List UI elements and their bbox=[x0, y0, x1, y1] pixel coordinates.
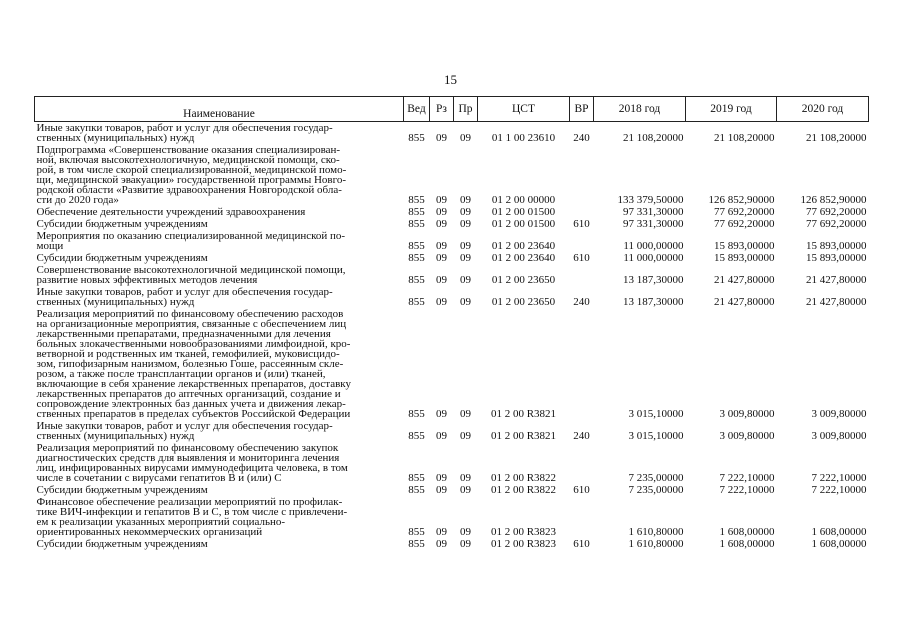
row-cst: 01 2 00 R3821 bbox=[490, 430, 557, 442]
row-name-line: Реализация мероприятий по финансовому обеспечению закупок bbox=[36, 442, 339, 454]
row-name bbox=[35, 122, 404, 145]
table-row bbox=[35, 308, 869, 420]
row-name-line: диагностических средств для выявления и мониторинга лечения bbox=[36, 452, 340, 464]
row-name-line: числе в сочетании с вирусами гепатитов В и (или) С bbox=[36, 472, 282, 484]
row-rz: 09 bbox=[436, 472, 447, 484]
row-amount-2018: 7 235,00000 bbox=[628, 472, 684, 484]
row-rz: 09 bbox=[436, 538, 447, 550]
row-vr bbox=[570, 442, 594, 484]
row-cst: 01 2 00 23640 bbox=[491, 240, 556, 252]
row-amount-2020: 1 608,00000 bbox=[811, 538, 867, 550]
row-name bbox=[35, 420, 404, 442]
row-name-line: лиц, инфицированных вирусами иммунодефицита человека, в том bbox=[36, 462, 348, 474]
row-amount-2019: 1 608,00000 bbox=[719, 538, 775, 550]
row-name-line: на организационные мероприятия, связанные с обеспечением лиц bbox=[36, 318, 347, 330]
row-name bbox=[35, 252, 404, 264]
row-name-line: Иные закупки товаров, работ и услуг для обеспечения государ- bbox=[36, 122, 333, 134]
row-name-line: Иные закупки товаров, работ и услуг для обеспечения государ- bbox=[36, 420, 333, 432]
row-pr: 09 bbox=[460, 240, 471, 252]
table-row bbox=[35, 252, 869, 264]
row-vr bbox=[570, 496, 594, 538]
row-rz: 09 bbox=[436, 218, 447, 230]
row-cst: 01 2 00 01500 bbox=[491, 206, 556, 218]
row-ved: 855 bbox=[408, 408, 425, 420]
row-name-line: ственных (муниципальных) нужд bbox=[36, 132, 195, 144]
row-ved: 855 bbox=[408, 538, 425, 550]
row-name-line: Подпрограмма «Совершенствование оказания специализирован- bbox=[36, 144, 341, 156]
row-name-line: Реализация мероприятий по финансовому обеспечению расходов bbox=[36, 308, 344, 320]
table-body bbox=[35, 122, 869, 551]
row-rz: 09 bbox=[436, 408, 447, 420]
row-amount-2020: 126 852,90000 bbox=[800, 194, 867, 206]
row-pr: 09 bbox=[460, 218, 471, 230]
row-name-line: рой, в том числе скорой специализированной, медицинской помо- bbox=[36, 164, 347, 176]
row-vr bbox=[570, 206, 594, 218]
row-amount-2018: 21 108,20000 bbox=[623, 132, 684, 144]
row-amount-2019: 15 893,00000 bbox=[714, 252, 775, 264]
row-pr: 09 bbox=[460, 408, 471, 420]
row-amount-2020: 3 009,80000 bbox=[811, 430, 867, 442]
row-name bbox=[35, 144, 404, 206]
row-pr: 09 bbox=[460, 472, 471, 484]
row-name bbox=[35, 308, 404, 420]
row-name-line: ветворной и родственных им тканей, гемофилией, муковисцидо- bbox=[36, 348, 340, 360]
row-amount-2019: 3 009,80000 bbox=[719, 408, 775, 420]
row-vr bbox=[570, 144, 594, 206]
row-name-line: тике ВИЧ-инфекции и гепатитов В и С, в том числе с привлечени- bbox=[36, 506, 348, 518]
row-name-line: Мероприятия по оказанию специализированной медицинской по- bbox=[36, 230, 346, 242]
budget-table bbox=[34, 96, 869, 550]
row-amount-2018: 1 610,80000 bbox=[628, 526, 684, 538]
row-vr: 610 bbox=[573, 218, 590, 230]
row-name-line: сопровождение электронных баз данных учета и движения лекар- bbox=[36, 398, 346, 410]
row-vr bbox=[570, 308, 594, 420]
row-ved: 855 bbox=[408, 296, 425, 308]
row-name-line: ориентированных некоммерческих организаций bbox=[36, 526, 263, 538]
row-amount-2019: 77 692,20000 bbox=[714, 206, 775, 218]
row-amount-2020: 7 222,10000 bbox=[811, 472, 867, 484]
row-amount-2018: 97 331,30000 bbox=[623, 218, 684, 230]
row-rz: 09 bbox=[436, 296, 447, 308]
row-ved: 855 bbox=[408, 484, 425, 496]
row-amount-2020: 7 222,10000 bbox=[811, 484, 867, 496]
row-amount-2019: 21 108,20000 bbox=[714, 132, 775, 144]
row-ved: 855 bbox=[408, 132, 425, 144]
row-cst: 01 2 00 R3822 bbox=[490, 484, 557, 496]
row-amount-2019: 7 222,10000 bbox=[719, 484, 775, 496]
row-ved: 855 bbox=[408, 252, 425, 264]
row-pr: 09 bbox=[460, 538, 471, 550]
header-name: Наименование bbox=[35, 97, 404, 122]
row-amount-2020: 21 427,80000 bbox=[806, 274, 867, 286]
row-cst: 01 2 00 23640 bbox=[491, 252, 556, 264]
row-amount-2018: 97 331,30000 bbox=[623, 206, 684, 218]
page-number: 15 bbox=[444, 72, 457, 87]
row-rz: 09 bbox=[436, 252, 447, 264]
row-name bbox=[35, 230, 404, 252]
table-row bbox=[35, 538, 869, 550]
row-pr: 09 bbox=[460, 194, 471, 206]
header-2019: 2019 год bbox=[686, 97, 777, 122]
row-vr: 610 bbox=[573, 484, 590, 496]
row-name bbox=[35, 538, 404, 550]
row-cst: 01 2 00 00000 bbox=[491, 194, 556, 206]
row-ved: 855 bbox=[408, 240, 425, 252]
row-ved: 855 bbox=[408, 194, 425, 206]
header-2018: 2018 год bbox=[594, 97, 686, 122]
row-amount-2018: 11 000,00000 bbox=[623, 252, 684, 264]
row-ved: 855 bbox=[408, 526, 425, 538]
header-rz: Рз bbox=[430, 97, 454, 122]
row-name-line: родской области «Развитие здравоохранения Новгородской обла- bbox=[36, 184, 342, 196]
row-name-line: Совершенствование высокотехнологичной медицинской помощи, bbox=[36, 264, 346, 276]
header-cst: ЦСТ bbox=[478, 97, 570, 122]
row-name bbox=[35, 286, 404, 308]
row-ved: 855 bbox=[408, 430, 425, 442]
row-amount-2019: 21 427,80000 bbox=[714, 296, 775, 308]
row-name-line: розом, а также после трансплантации органов и (или) тканей, bbox=[36, 368, 326, 380]
row-name-line: больных злокачественными новообразованиями лимфоидной, кро- bbox=[36, 338, 351, 350]
row-name-line: мощи bbox=[36, 240, 64, 252]
row-amount-2020: 1 608,00000 bbox=[811, 526, 867, 538]
row-cst: 01 2 00 23650 bbox=[491, 274, 556, 286]
row-amount-2019: 126 852,90000 bbox=[708, 194, 775, 206]
row-vr bbox=[570, 230, 594, 252]
row-ved: 855 bbox=[408, 472, 425, 484]
row-amount-2019: 3 009,80000 bbox=[719, 430, 775, 442]
row-cst: 01 2 00 R3821 bbox=[490, 408, 557, 420]
row-name-line: Иные закупки товаров, работ и услуг для обеспечения государ- bbox=[36, 286, 333, 298]
row-name-line: развитие новых эффективных методов лечения bbox=[36, 274, 258, 286]
table-row bbox=[35, 496, 869, 538]
row-name-line: ем к реализации указанных мероприятий социально- bbox=[36, 516, 286, 528]
table-row bbox=[35, 144, 869, 206]
header-vr: ВР bbox=[570, 97, 594, 122]
row-rz: 09 bbox=[436, 526, 447, 538]
row-amount-2018: 13 187,30000 bbox=[623, 296, 684, 308]
row-name-line: лекарственными препаратами, предназначенными для лечения bbox=[36, 328, 331, 340]
row-rz: 09 bbox=[436, 430, 447, 442]
row-amount-2018: 7 235,00000 bbox=[628, 484, 684, 496]
header-ved: Вед bbox=[404, 97, 430, 122]
row-name-line: Субсидии бюджетным учреждениям bbox=[36, 252, 208, 264]
row-amount-2020: 15 893,00000 bbox=[806, 240, 867, 252]
row-vr: 240 bbox=[573, 132, 590, 144]
row-pr: 09 bbox=[460, 132, 471, 144]
row-cst: 01 2 00 R3822 bbox=[490, 472, 557, 484]
table-row bbox=[35, 286, 869, 308]
row-name-line: Субсидии бюджетным учреждениям bbox=[36, 218, 208, 230]
row-name bbox=[35, 218, 404, 230]
row-vr bbox=[570, 264, 594, 286]
row-amount-2020: 3 009,80000 bbox=[811, 408, 867, 420]
row-rz: 09 bbox=[436, 194, 447, 206]
row-name bbox=[35, 442, 404, 484]
row-cst: 01 2 00 R3823 bbox=[490, 538, 557, 550]
table-row bbox=[35, 264, 869, 286]
row-amount-2018: 3 015,10000 bbox=[628, 408, 684, 420]
row-pr: 09 bbox=[460, 274, 471, 286]
row-pr: 09 bbox=[460, 206, 471, 218]
row-name-line: включающие в себя хранение лекарственных препаратов, доставку bbox=[36, 378, 351, 390]
row-pr: 09 bbox=[460, 430, 471, 442]
row-rz: 09 bbox=[436, 484, 447, 496]
row-cst: 01 2 00 23650 bbox=[491, 296, 556, 308]
row-rz: 09 bbox=[436, 240, 447, 252]
row-rz: 09 bbox=[436, 132, 447, 144]
table-row bbox=[35, 484, 869, 496]
row-vr: 610 bbox=[573, 252, 590, 264]
table-row bbox=[35, 420, 869, 442]
row-amount-2019: 1 608,00000 bbox=[719, 526, 775, 538]
row-name-line: зом, гипофизарным нанизмом, болезнью Гоше, рассеянным скле- bbox=[36, 358, 344, 370]
table-row bbox=[35, 218, 869, 230]
row-amount-2018: 11 000,00000 bbox=[623, 240, 684, 252]
table-row bbox=[35, 122, 869, 145]
row-amount-2020: 77 692,20000 bbox=[806, 218, 867, 230]
row-name bbox=[35, 496, 404, 538]
row-amount-2020: 15 893,00000 bbox=[806, 252, 867, 264]
table-row bbox=[35, 230, 869, 252]
row-name-line: лекарственных препаратов до аптечных организаций, создание и bbox=[36, 388, 341, 400]
row-amount-2020: 77 692,20000 bbox=[806, 206, 867, 218]
row-rz: 09 bbox=[436, 206, 447, 218]
row-amount-2019: 77 692,20000 bbox=[714, 218, 775, 230]
row-name-line: щи, медицинской эвакуации» государственной программы Новго- bbox=[36, 174, 347, 186]
row-amount-2018: 3 015,10000 bbox=[628, 430, 684, 442]
row-rz: 09 bbox=[436, 274, 447, 286]
row-name-line: Обеспечение деятельности учреждений здравоохранения bbox=[36, 206, 306, 218]
row-cst: 01 2 00 01500 bbox=[491, 218, 556, 230]
row-ved: 855 bbox=[408, 218, 425, 230]
row-vr: 240 bbox=[573, 296, 590, 308]
row-name-line: Субсидии бюджетным учреждениям bbox=[36, 484, 208, 496]
table-header-row bbox=[35, 97, 869, 122]
row-amount-2019: 15 893,00000 bbox=[714, 240, 775, 252]
row-pr: 09 bbox=[460, 526, 471, 538]
header-pr: Пр bbox=[454, 97, 478, 122]
row-pr: 09 bbox=[460, 484, 471, 496]
row-name bbox=[35, 264, 404, 286]
row-ved: 855 bbox=[408, 274, 425, 286]
row-amount-2020: 21 427,80000 bbox=[806, 296, 867, 308]
row-cst: 01 1 00 23610 bbox=[491, 132, 556, 144]
row-name bbox=[35, 206, 404, 218]
row-name-line: ственных (муниципальных) нужд bbox=[36, 430, 195, 442]
row-name-line: сти до 2020 года» bbox=[36, 194, 119, 206]
row-name-line: ственных (муниципальных) нужд bbox=[36, 296, 195, 308]
row-cst: 01 2 00 R3823 bbox=[490, 526, 557, 538]
row-amount-2018: 133 379,50000 bbox=[617, 194, 684, 206]
row-name-line: ственных препаратов в пределах субъектов Российской Федерации bbox=[36, 408, 351, 420]
row-amount-2019: 7 222,10000 bbox=[719, 472, 775, 484]
row-amount-2018: 13 187,30000 bbox=[623, 274, 684, 286]
row-vr: 610 bbox=[573, 538, 590, 550]
row-pr: 09 bbox=[460, 296, 471, 308]
row-name-line: ной, включая высокотехнологичную, медицинской помощи, ско- bbox=[36, 154, 340, 166]
table-row bbox=[35, 206, 869, 218]
row-pr: 09 bbox=[460, 252, 471, 264]
row-name-line: Финансовое обеспечение реализации мероприятий по профилак- bbox=[36, 496, 343, 508]
row-amount-2018: 1 610,80000 bbox=[628, 538, 684, 550]
table-row bbox=[35, 442, 869, 484]
row-vr: 240 bbox=[573, 430, 590, 442]
row-name-line: Субсидии бюджетным учреждениям bbox=[36, 538, 208, 550]
header-2020: 2020 год bbox=[777, 97, 869, 122]
row-amount-2020: 21 108,20000 bbox=[806, 132, 867, 144]
row-name bbox=[35, 484, 404, 496]
row-amount-2019: 21 427,80000 bbox=[714, 274, 775, 286]
row-ved: 855 bbox=[408, 206, 425, 218]
